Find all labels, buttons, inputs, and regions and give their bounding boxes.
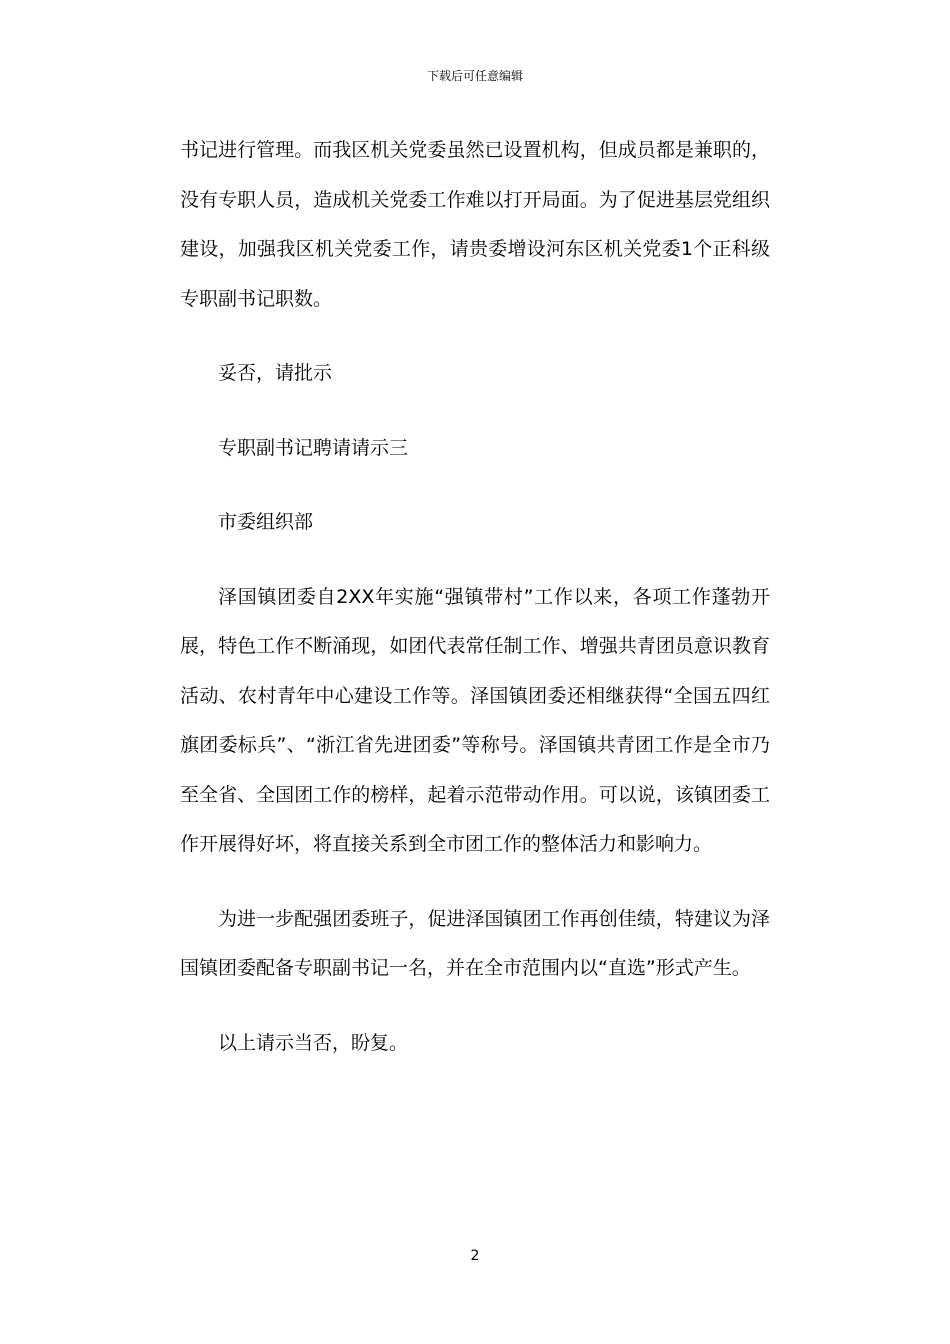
- page-header: 下载后可任意编辑: [426, 69, 523, 83]
- paragraph-background: 泽国镇团委自2XX年实施“强镇带村”工作以来，各项工作蓬勃开展，特色工作不断涌现，如团代表常任制工作、增强共青团员意识教育活动、农村青年中心建设工作等。泽国镇团委还相继获得“全国五四红旗团委标兵”、“浙江省先进团委”等称号。泽国镇共青团工作是全市乃至全省、全国团工作的榜样，起着示范带动作用。可以说，该镇团委工作开展得好坏，将直接关系到全市团工作的整体活力和影响力。: [180, 585, 770, 855]
- document-body: [180, 126, 770, 1093]
- paragraph-proposal: 为进一步配强团委班子，促进泽国镇团工作再创佳绩，特建议为泽国镇团委配备专职副书记一名，并在全市范围内以“直选”形式产生。: [180, 907, 770, 979]
- page-number: 2: [470, 1248, 480, 1264]
- paragraph-closing: 以上请示当否，盼复。: [218, 1031, 409, 1054]
- addressee: 市委组织部: [218, 511, 314, 533]
- paragraph-continuation: 书记进行管理。而我区机关党委虽然已设置机构，但成员都是兼职的，没有专职人员，造成机关党委工作难以打开局面。为了促进基层党组织建设，加强我区机关党委工作，请贵委增设河东区机关党委1个正科级专职副书记职数。: [180, 139, 770, 310]
- document-title: 专职副书记聘请请示三: [218, 436, 409, 459]
- paragraph-approval-request: 妥否，请批示: [218, 362, 333, 384]
